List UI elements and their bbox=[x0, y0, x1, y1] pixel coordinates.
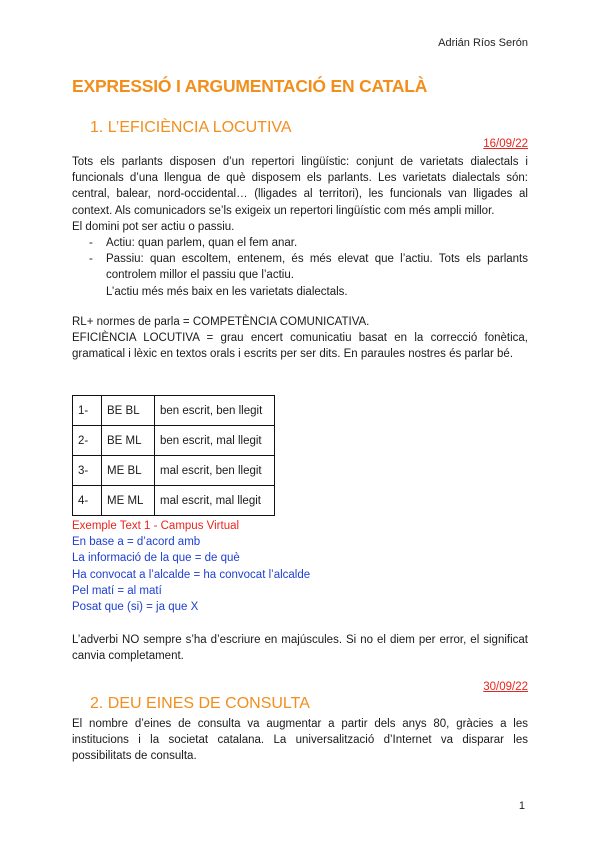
page-number: 1 bbox=[518, 800, 525, 812]
reading-codes-table bbox=[72, 395, 275, 516]
document-title: EXPRESSIÓ I ARGUMENTACIÓ EN CATALÀ bbox=[72, 76, 428, 96]
competence-block bbox=[72, 314, 528, 363]
row-description: ben escrit, mal llegit bbox=[155, 426, 275, 456]
section2-paragraph: El nombre d’eines de consulta va augmentar a partir dels anys 80, gràcies a les institucions i la societat catalana. La universalització d’Internet va disparar les possibilitats de consulta. bbox=[72, 718, 528, 763]
adverb-note: L’adverbi NO sempre s’ha d’escriure en majúscules. Si no el diem per error, el significat canvia completament. bbox=[72, 634, 528, 663]
row-code: ME BL bbox=[102, 456, 155, 486]
table-row bbox=[73, 456, 275, 486]
table-row bbox=[73, 426, 275, 456]
table-row bbox=[73, 486, 275, 516]
list-item: - Passiu: quan escoltem, entenem, és més elevat que l’actiu. Tots els parlants controlem millor el passiu que l’actiu. bbox=[89, 253, 528, 282]
table-row bbox=[73, 396, 275, 426]
row-number: 1- bbox=[73, 396, 102, 426]
list-note: L’actiu més més baix en les varietats dialectals. bbox=[106, 285, 348, 298]
list-item: - Actiu: quan parlem, quan el fem anar. bbox=[89, 237, 298, 250]
examples-block bbox=[72, 518, 528, 615]
example-line: Ha convocat a l’alcalde = ha convocat l’alcalde bbox=[72, 568, 311, 581]
example-line: En base a = d’acord amb bbox=[72, 536, 201, 549]
author-name: Adrián Ríos Serón bbox=[438, 37, 528, 49]
row-description: mal escrit, mal llegit bbox=[155, 486, 275, 516]
intro-paragraph: Tots els parlants disposen d’un repertori lingüístic: conjunt de varietats dialectals i funcionals d’una llengua de què disposem els parlants. Les varietats dialectals són: central, balear, nord-occidental… (lligades al territori), les funcionals van lligades al context. Als comunicadors se’ls exigeix un repertori lingüístic com més ampli millor. bbox=[72, 156, 528, 217]
domain-line: El domini pot ser actiu o passiu. bbox=[72, 220, 235, 233]
row-description: ben escrit, ben llegit bbox=[155, 396, 275, 426]
row-code: ME ML bbox=[102, 486, 155, 516]
section1-date: 16/09/22 bbox=[483, 138, 528, 150]
domain-list bbox=[72, 235, 528, 284]
example-line: Pel matí = al matí bbox=[72, 584, 162, 597]
adverb-note-block bbox=[72, 632, 528, 664]
section2-body bbox=[72, 716, 528, 765]
row-number: 3- bbox=[73, 456, 102, 486]
section1-body bbox=[72, 154, 528, 300]
example-title: Exemple Text 1 - Campus Virtual bbox=[72, 520, 240, 532]
row-number: 4- bbox=[73, 486, 102, 516]
rl-line: RL+ normes de parla = COMPETÈNCIA COMUNICATIVA. bbox=[72, 316, 370, 328]
efficiency-definition: EFICIÈNCIA LOCUTIVA = grau encert comunicatiu basat en la correcció fonètica, gramatical i lèxic en textos orals i escrits per ser dits. En paraules nostres és parlar bé. bbox=[72, 332, 528, 361]
example-line: Posat que (si) = ja que X bbox=[72, 601, 199, 614]
row-code: BE ML bbox=[102, 426, 155, 456]
row-description: mal escrit, ben llegit bbox=[155, 456, 275, 486]
example-line: La informació de la que = de què bbox=[72, 552, 240, 565]
section1-heading: 1. L’EFICIÈNCIA LOCUTIVA bbox=[90, 119, 292, 136]
row-number: 2- bbox=[73, 426, 102, 456]
section2-heading: 2. DEU EINES DE CONSULTA bbox=[90, 695, 310, 712]
section2-date: 30/09/22 bbox=[483, 681, 528, 693]
row-code: BE BL bbox=[102, 396, 155, 426]
